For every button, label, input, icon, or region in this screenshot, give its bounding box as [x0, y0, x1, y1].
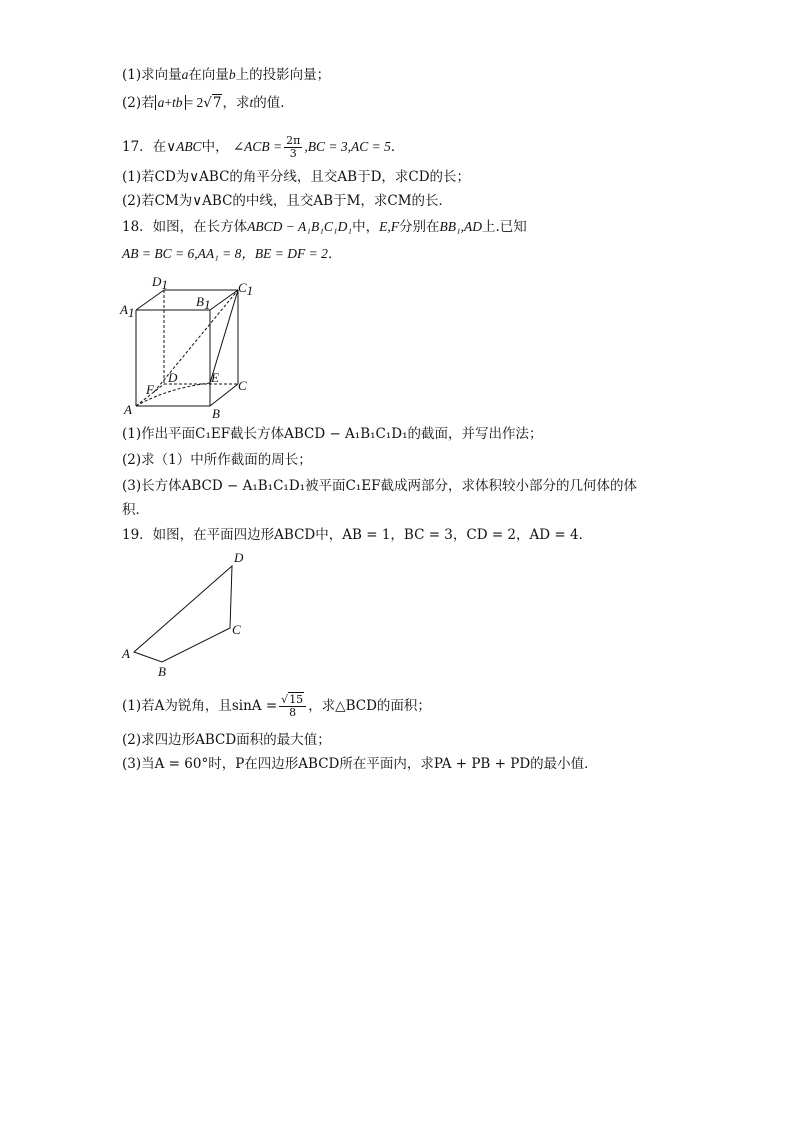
q17-stem — [122, 135, 404, 160]
q18-part3-cont: 积． — [122, 502, 149, 518]
points-ef: E,F — [379, 219, 399, 234]
label-a: A — [124, 402, 132, 417]
q16-part1-suffix: 上的投影向量； — [235, 67, 331, 83]
edge-bc — [210, 384, 238, 406]
segments-bb1-ad: BB₁,AD — [439, 219, 483, 234]
q16-part1-prefix: (1)求向量 — [122, 67, 182, 83]
abs-expression: a+tb — [155, 95, 186, 110]
q16-part2-suffix: 的值． — [253, 95, 294, 111]
q19-part2: (2)求四边形ABCD面积的最大值； — [122, 732, 331, 748]
vector-a: a — [181, 67, 189, 82]
sqrt-seven: 7 — [212, 95, 222, 111]
q18-part2: (2)求（1）中所作截面的周长； — [122, 452, 312, 468]
q17-part1: (1)若CD为∨ABC的角平分线，且交AB于D，求CD的长； — [122, 169, 471, 185]
q16-part2: (2)若 a+tb = 2√7，求t的值． — [122, 95, 294, 111]
label-c: C — [232, 622, 241, 637]
label-b: B — [212, 406, 220, 420]
side-conditions: ,BC = 3,AC = 5 — [304, 139, 391, 154]
label-f: F — [146, 382, 154, 397]
q18-part3: (3)长方体ABCD − A₁B₁C₁D₁被平面C₁EF截成两部分，求体积较小部分的几何体的体 — [122, 478, 638, 494]
q17-stem-mid: 中， — [201, 139, 229, 155]
cuboid-name: ABCD − A₁B₁C₁D₁ — [247, 219, 353, 234]
label-b1: B1 — [196, 294, 211, 312]
fraction-2pi-over-3: $\frac{2\pi}{3}$ — [286, 134, 301, 160]
label-b: B — [158, 664, 166, 679]
q17-part2: (2)若CM为∨ABC的中线，且交AB于M，求CM的长． — [122, 193, 453, 209]
label-e: E — [211, 370, 219, 385]
q16-part1-mid: 在向量 — [188, 67, 229, 83]
label-c: C — [238, 378, 247, 393]
label-d1: D1 — [152, 274, 168, 292]
q19-part1-prefix: (1)若A为锐角，且sinA = — [122, 698, 278, 714]
q16-part2-prefix: (2)若 — [122, 95, 155, 111]
quadrilateral-abcd — [134, 566, 232, 662]
triangle-abc: ∨ABC — [166, 139, 202, 154]
vector-b: b — [228, 67, 236, 82]
variable-t: t — [249, 95, 254, 110]
q17-number: 17．在 — [122, 139, 167, 155]
edge-a1d1 — [136, 290, 164, 310]
label-d: D — [234, 550, 244, 565]
q16-part2-mid: ，求 — [222, 95, 250, 111]
q17-stem-end: ． — [390, 139, 405, 155]
angle-acb: ∠ACB = — [232, 139, 283, 154]
q19-stem: 19．如图，在平面四边形ABCD中，AB = 1，BC = 3，CD = 2，AD = 4． — [122, 527, 593, 543]
q19-part1 — [122, 694, 431, 719]
equals-two: = 2 — [185, 95, 204, 110]
q19-part1-suffix: ，求△BCD的面积； — [308, 698, 431, 714]
label-a: A — [122, 646, 130, 661]
label-a1: A1 — [120, 302, 135, 320]
fraction-sqrt15-over-8: $\frac{√15}{8}$ — [279, 694, 306, 719]
label-d: D — [168, 370, 178, 385]
q19-part3: (3)当A = 60°时，P在四边形ABCD所在平面内，求PA + PB + PD的最小值． — [122, 756, 598, 772]
q16-part1 — [122, 66, 330, 84]
cuboid-figure — [118, 268, 258, 420]
q18-stem-line1: 18．如图，在长方体ABCD − A₁B₁C₁D₁中，E,F分别在BB₁,AD上.已知 — [122, 219, 527, 235]
q18-stem-line2: AB = BC = 6,AA₁ = 8，BE = DF = 2． — [122, 246, 342, 261]
q18-part1: (1)作出平面C₁EF截长方体ABCD − A₁B₁C₁D₁的截面，并写出作法； — [122, 426, 543, 442]
quadrilateral-figure — [118, 548, 258, 680]
label-c1: C1 — [238, 280, 254, 298]
